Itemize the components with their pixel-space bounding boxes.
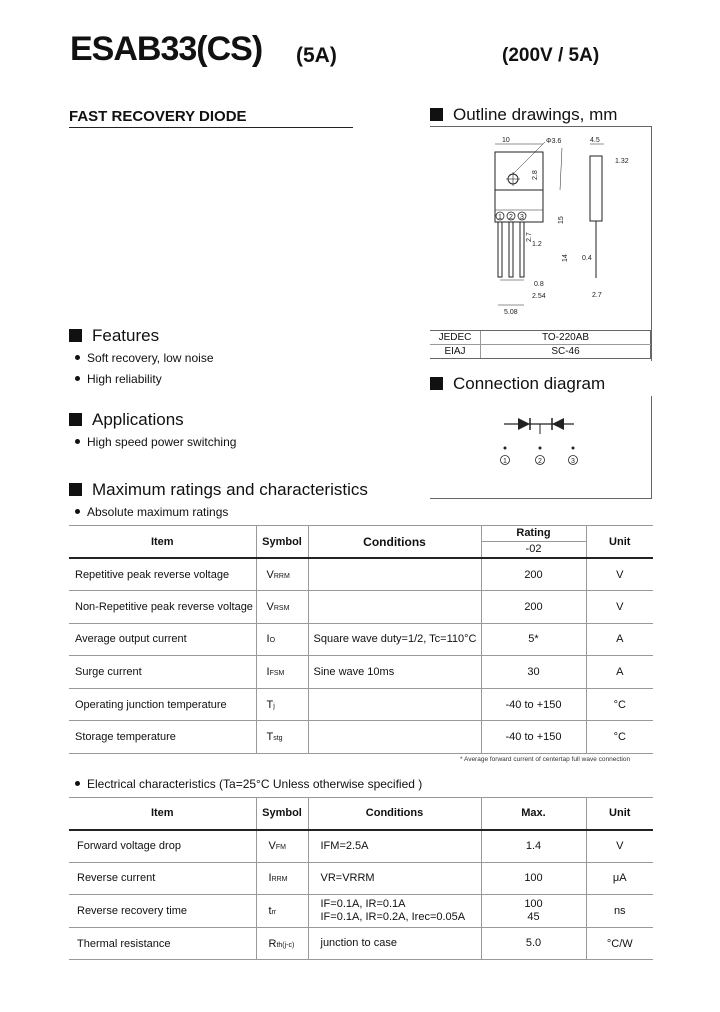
unit-cell: V	[586, 830, 653, 863]
package-label: EIAJ	[430, 345, 481, 359]
col-max: Max.	[481, 798, 586, 830]
dim-width: 10	[502, 137, 510, 144]
connection-pin-1: 1	[503, 458, 507, 465]
condition-line: IF=0.1A, IR=0.1A	[320, 897, 406, 910]
max-value: 45	[527, 910, 540, 923]
bullet-icon	[75, 781, 80, 786]
max-value: 100	[524, 897, 543, 910]
dim-lead-dia: 0.4	[582, 255, 592, 262]
symbol-cell	[256, 721, 308, 754]
item-cell: Repetitive peak reverse voltage	[69, 558, 256, 591]
rating-cell: 200	[481, 591, 586, 624]
package-table	[430, 330, 651, 359]
package-value: TO-220AB	[481, 331, 651, 345]
symbol-sub: j	[273, 702, 275, 710]
item-cell: Reverse current	[69, 862, 256, 895]
pin-label-3: 3	[520, 214, 524, 221]
conditions-cell	[308, 688, 481, 721]
col-item: Item	[69, 798, 256, 830]
unit-cell: μA	[586, 862, 653, 895]
symbol-sub: RRM	[273, 572, 290, 580]
symbol-cell	[256, 862, 308, 895]
item-cell: Operating junction temperature	[69, 688, 256, 721]
col-item: Item	[69, 526, 256, 559]
max-cell	[481, 830, 586, 863]
symbol-cell	[256, 688, 308, 721]
col-rating-sub: -02	[525, 543, 542, 555]
dim-lead-offset: 2.7	[526, 232, 533, 242]
connection-pin-2: 2	[538, 458, 542, 465]
conditions-cell	[308, 927, 481, 960]
col-conditions: Conditions	[308, 526, 481, 559]
lead-3	[520, 222, 524, 277]
table-row	[69, 623, 653, 656]
pin-label-1: 1	[498, 214, 502, 221]
part-current: (5A)	[296, 44, 337, 67]
symbol-main: V	[268, 840, 276, 853]
conditions-cell: Square wave duty=1/2, Tc=110°C	[308, 623, 481, 656]
symbol-main: I	[268, 872, 272, 885]
table-row	[69, 830, 653, 863]
features-heading: Features	[69, 326, 159, 346]
col-unit: Unit	[586, 526, 653, 559]
item-cell: Storage temperature	[69, 721, 256, 754]
square-bullet-icon	[69, 329, 82, 342]
conditions-cell	[308, 862, 481, 895]
footnote: * Average forward current of centertap full wave connection	[460, 756, 631, 763]
col-conditions: Conditions	[308, 798, 481, 830]
item-cell: Non-Repetitive peak reverse voltage	[69, 591, 256, 624]
dim-lead-width: 1.2	[532, 241, 542, 248]
package-label: JEDEC	[430, 331, 481, 345]
symbol-main: T	[266, 698, 274, 711]
dim-lead-length: 14	[562, 254, 569, 262]
square-bullet-icon	[430, 377, 443, 390]
conditions-cell	[308, 721, 481, 754]
unit-cell: V	[586, 591, 653, 624]
symbol-sub: th(j-c)	[276, 941, 295, 949]
bullet-icon	[75, 376, 80, 381]
device-type: FAST RECOVERY DIODE	[69, 108, 247, 125]
connection-pin-3: 3	[571, 458, 575, 465]
application-item: High speed power switching	[75, 435, 236, 449]
condition-line: junction to case	[320, 937, 397, 950]
unit-cell: A	[586, 623, 653, 656]
dim-height: 15	[558, 216, 565, 224]
voltage-current-rating: (200V / 5A)	[502, 45, 600, 66]
symbol-cell	[256, 623, 308, 656]
table-row	[69, 591, 653, 624]
dim-hole: Φ3.6	[546, 138, 562, 145]
col-unit: Unit	[586, 798, 653, 830]
dim-tab: 2.8	[532, 170, 539, 180]
square-bullet-icon	[430, 108, 443, 121]
max-cell	[481, 927, 586, 960]
bullet-icon	[75, 439, 80, 444]
rating-cell: 200	[481, 558, 586, 591]
symbol-main: I	[266, 633, 270, 646]
side-view-body	[590, 156, 602, 221]
symbol-sub: RSM	[273, 604, 290, 612]
symbol-sub: FM	[275, 844, 286, 852]
table-row	[69, 721, 653, 754]
rating-cell: -40 to +150	[481, 721, 586, 754]
table-row	[69, 558, 653, 591]
table-row	[69, 862, 653, 895]
max-cell	[481, 895, 586, 928]
diode-1-icon	[518, 418, 530, 430]
condition-line: IFM=2.5A	[320, 839, 369, 852]
connection-heading: Connection diagram	[430, 374, 605, 394]
conditions-cell	[308, 558, 481, 591]
symbol-cell	[256, 591, 308, 624]
rating-cell: 30	[481, 656, 586, 689]
conditions-cell: Sine wave 10ms	[308, 656, 481, 689]
square-bullet-icon	[69, 483, 82, 496]
rating-cell: 5*	[481, 623, 586, 656]
part-number-title: ESAB33(CS)	[70, 30, 263, 68]
table-row	[69, 688, 653, 721]
col-rating: Rating	[482, 526, 586, 542]
symbol-main: T	[266, 731, 274, 744]
outline-drawing	[480, 130, 650, 330]
dim-side-offset: 2.7	[592, 292, 602, 299]
symbol-main: t	[268, 904, 272, 917]
bullet-icon	[75, 355, 80, 360]
item-cell: Forward voltage drop	[69, 830, 256, 863]
symbol-cell	[256, 927, 308, 960]
symbol-main: V	[266, 600, 274, 613]
feature-item: Soft recovery, low noise	[75, 351, 214, 365]
symbol-cell	[256, 558, 308, 591]
item-cell: Thermal resistance	[69, 927, 256, 960]
dim-pitch: 2.54	[532, 293, 546, 300]
package-value: SC-46	[481, 345, 651, 359]
unit-cell: °C	[586, 688, 653, 721]
pin-label-2: 2	[509, 214, 513, 221]
dim-tab-thickness: 1.32	[615, 158, 629, 165]
symbol-main: V	[266, 568, 274, 581]
electrical-subheading: Electrical characteristics (Ta=25°C Unless otherwise specified )	[75, 777, 422, 791]
symbol-cell	[256, 830, 308, 863]
item-cell: Average output current	[69, 623, 256, 656]
unit-cell: ns	[586, 895, 653, 928]
item-cell: Reverse recovery time	[69, 895, 256, 928]
unit-cell: A	[586, 656, 653, 689]
dim-lead-thickness: 0.8	[534, 281, 544, 288]
item-cell: Surge current	[69, 656, 256, 689]
conditions-cell	[308, 895, 481, 928]
lead-1	[498, 222, 502, 277]
condition-line: IF=0.1A, IR=0.2A, Irec=0.05A	[320, 910, 466, 923]
dim-lead-span: 5.08	[504, 309, 518, 316]
outline-heading: Outline drawings, mm	[430, 105, 617, 125]
unit-cell: °C	[586, 721, 653, 754]
symbol-sub: O	[269, 637, 276, 645]
symbol-sub: stg	[273, 735, 283, 743]
symbol-sub: RRM	[271, 876, 288, 884]
symbol-sub: rr	[271, 908, 277, 916]
table-row	[69, 927, 653, 960]
diode-2-icon	[552, 418, 564, 430]
max-value: 1.4	[525, 839, 542, 852]
symbol-main: R	[268, 937, 277, 950]
max-cell	[481, 862, 586, 895]
rating-cell: -40 to +150	[481, 688, 586, 721]
device-type-underline	[69, 127, 353, 128]
symbol-cell	[256, 895, 308, 928]
symbol-sub: FSM	[269, 670, 285, 678]
abs-max-subheading: Absolute maximum ratings	[75, 505, 228, 519]
col-symbol: Symbol	[256, 526, 308, 559]
max-ratings-heading: Maximum ratings and characteristics	[69, 480, 368, 500]
table-row	[69, 656, 653, 689]
lead-2	[509, 222, 513, 277]
condition-line: VR=VRRM	[320, 871, 375, 884]
applications-heading: Applications	[69, 410, 184, 430]
absolute-max-ratings-table	[69, 525, 653, 754]
symbol-main: I	[266, 666, 270, 679]
conditions-cell	[308, 591, 481, 624]
dim-thickness: 4.5	[590, 137, 600, 144]
max-value: 5.0	[525, 937, 542, 950]
unit-cell: °C/W	[586, 927, 653, 960]
bullet-icon	[75, 509, 80, 514]
square-bullet-icon	[69, 413, 82, 426]
unit-cell: V	[586, 558, 653, 591]
max-value: 100	[524, 871, 543, 884]
symbol-cell	[256, 656, 308, 689]
col-symbol: Symbol	[256, 798, 308, 830]
electrical-characteristics-table	[69, 797, 653, 960]
table-row	[69, 895, 653, 928]
conditions-cell	[308, 830, 481, 863]
feature-item: High reliability	[75, 372, 162, 386]
connection-diagram	[490, 410, 590, 470]
